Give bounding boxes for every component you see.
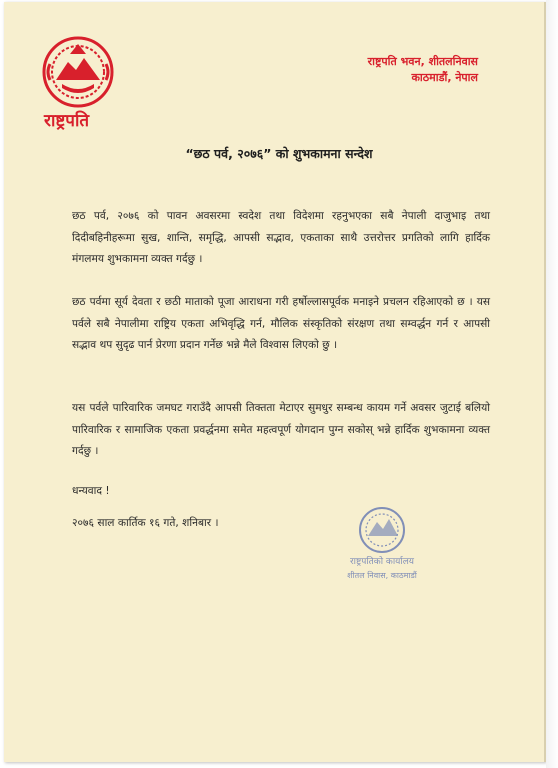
closing-text: धन्यवाद ! [72,485,110,497]
seal-text-1: राष्ट्रपतिको कार्यालय [349,557,415,567]
emblem-label: राष्ट्रपति [44,111,90,131]
nepal-emblem-icon [40,34,116,110]
letter-title: “छठ पर्व, २०७६” को शुभकामना सन्देश [185,146,373,161]
office-seal-icon [332,500,432,586]
letter-page [4,2,546,762]
paragraph-2: छठ पर्वमा सूर्य देवता र छठी माताको पूजा आराधना गरी हर्षोल्लासपूर्वक मनाइने प्रचलन रहिआएको छ । यस पर्वले सबै नेपालीमा राष्ट्रिय एकता अभिवृद्धि गर्न, मौलिक संस्कृतिको संरक्षण तथा सम्वर्द्धन गर्न र आपसी सद्भाव थप सुदृढ पार्न प्रेरणा प्रदान गर्नेछ भन्ने मैले विश्वास लिएको छु । [72,296,490,351]
paragraph-3: यस पर्वले पारिवारिक जमघट गराउँदै आपसी तिक्तता मेटाएर सुमधुर सम्बन्ध कायम गर्ने अवसर जुटाई बलियो पारिवारिक र सामाजिक एकता प्रवर्द्धनमा समेत महत्वपूर्ण योगदान पुग्न सकोस् भन्ने हार्दिक शुभकामना व्यक्त गर्दछु । [72,402,490,457]
date-line: २०७६ साल कार्तिक १६ गते, शनिबार । [72,517,219,529]
paragraph-1: छठ पर्व, २०७६ को पावन अवसरमा स्वदेश तथा विदेशमा रहनुभएका सबै नेपाली दाजुभाइ तथा दिदीबहिनीहरूमा सुख, शान्ति, समृद्धि, आपसी सद्भाव, एकताका साथै उत्तरोत्तर प्रगतिको लागि हार्दिक मंगलमय शुभकामना व्यक्त गर्दछु । [72,210,490,265]
address-line-1: राष्ट्रपति भवन, शीतलनिवास [367,55,478,68]
seal-text-2: शीतल निवास, काठमाडौं [347,571,417,580]
letterhead-address [278,54,478,86]
page-edge [546,0,558,768]
address-line-2: काठमाडौं, नेपाल [411,71,478,84]
